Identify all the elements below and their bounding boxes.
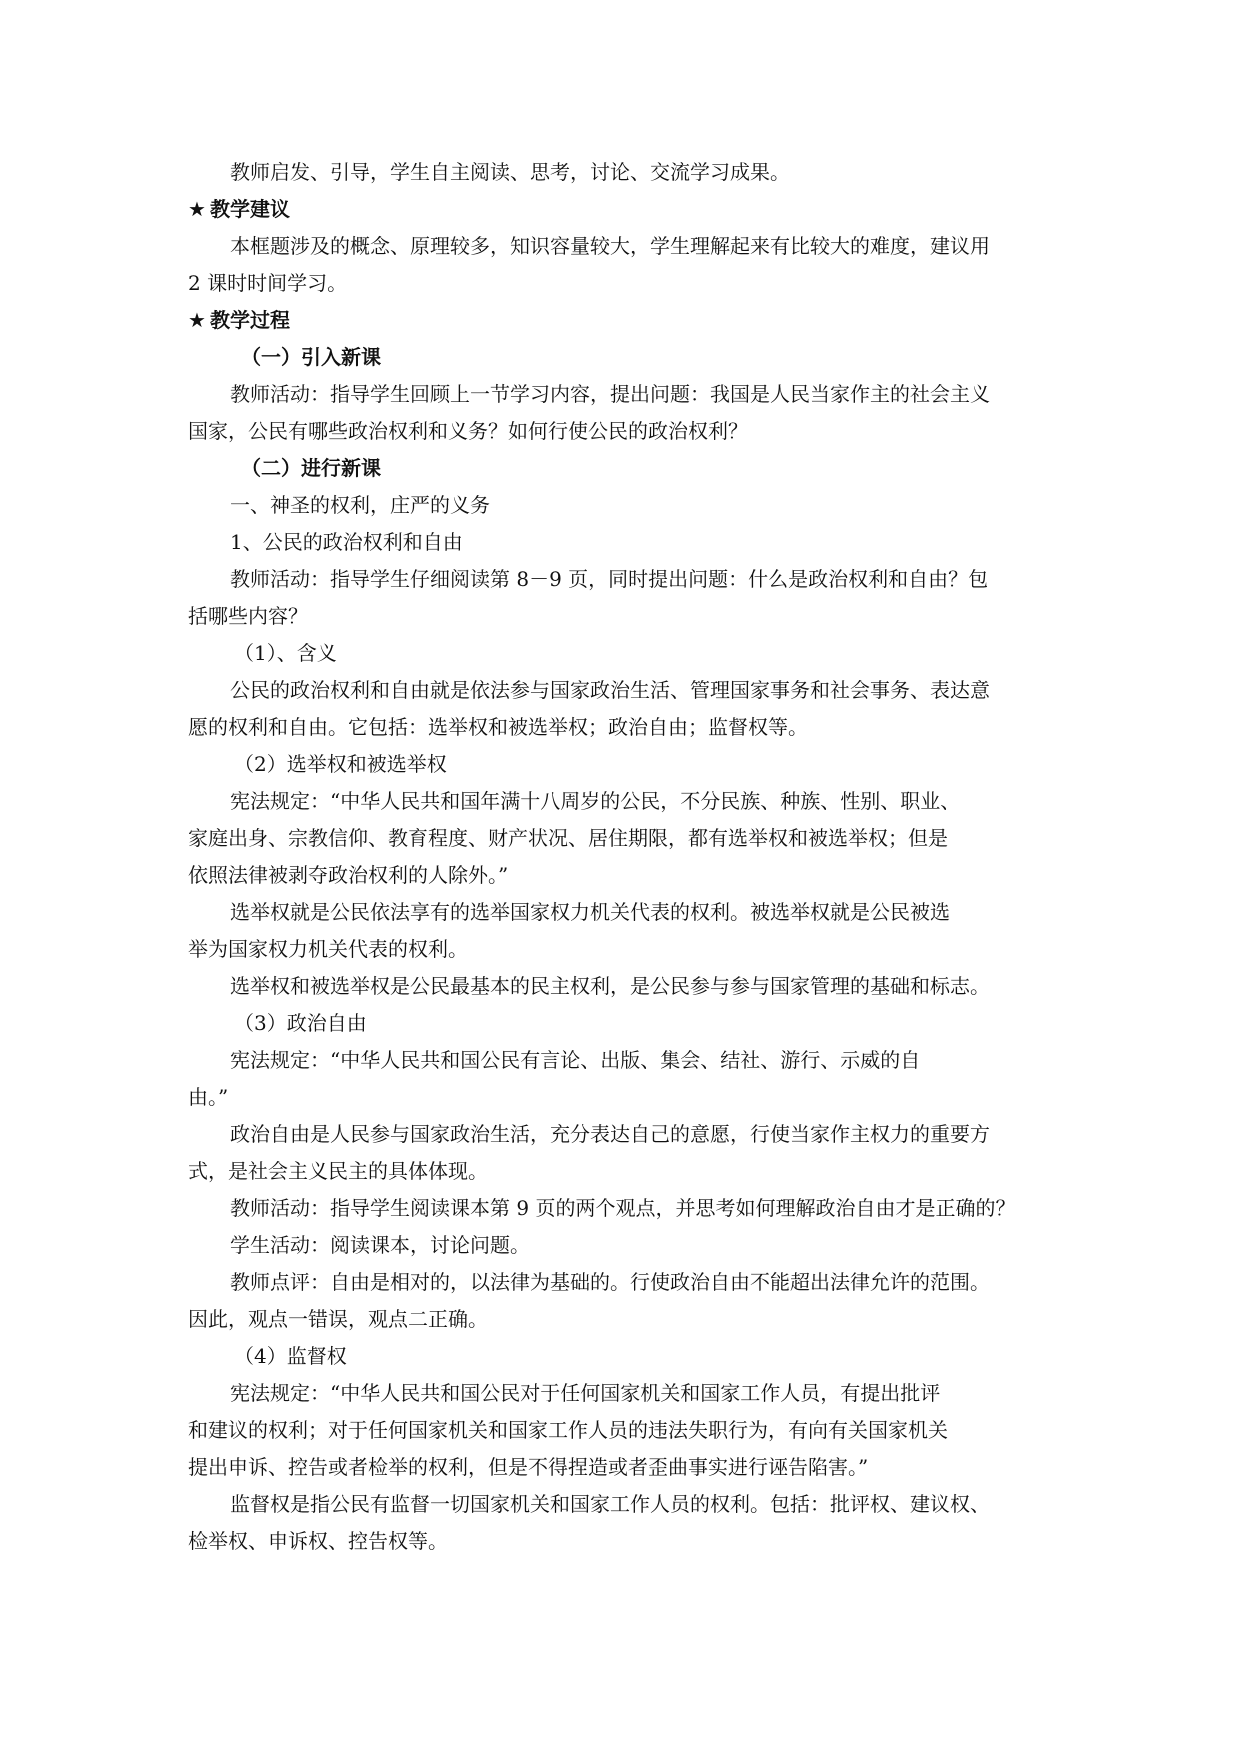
- paragraph-line: 教师活动：指导学生回顾上一节学习内容，提出问题：我国是人民当家作主的社会主义: [230, 382, 990, 406]
- paragraph-line: 教师活动：指导学生阅读课本第 9 页的两个观点，并思考如何理解政治自由才是正确的？: [230, 1196, 1016, 1220]
- paragraph-line: 举为国家权力机关代表的权利。: [188, 937, 468, 961]
- paragraph-line: （1）、含义: [234, 641, 337, 665]
- paragraph-line: 本框题涉及的概念、原理较多，知识容量较大，学生理解起来有比较大的难度，建议用: [230, 234, 990, 258]
- document-body: [188, 154, 1058, 1560]
- paragraph-line: 一、神圣的权利，庄严的义务: [230, 493, 490, 517]
- paragraph-line: 政治自由是人民参与国家政治生活，充分表达自己的意愿，行使当家作主权力的重要方: [230, 1122, 990, 1146]
- paragraph-line: （4）监督权: [234, 1344, 347, 1368]
- paragraph-line: 国家，公民有哪些政治权利和义务？如何行使公民的政治权利？: [188, 419, 748, 443]
- paragraph-line: 因此，观点一错误，观点二正确。: [188, 1307, 488, 1331]
- subheading-intro: （一）引入新课: [241, 345, 381, 369]
- section-heading-teaching-suggestion: [188, 191, 1058, 228]
- star-icon: ★: [188, 308, 206, 332]
- paragraph-line: 和建议的权利；对于任何国家机关和国家工作人员的违法失职行为，有向有关国家机关: [188, 1418, 948, 1442]
- paragraph-line: （2）选举权和被选举权: [234, 752, 447, 776]
- paragraph-line: 教师启发、引导，学生自主阅读、思考，讨论、交流学习成果。: [230, 160, 790, 184]
- paragraph-line: 式，是社会主义民主的具体体现。: [188, 1159, 488, 1183]
- paragraph-line: 宪法规定：“中华人民共和国年满十八周岁的公民，不分民族、种族、性别、职业、: [230, 789, 961, 813]
- subheading-new-lesson: （二）进行新课: [241, 456, 381, 480]
- paragraph-line: （3）政治自由: [234, 1011, 367, 1035]
- paragraph-line: 选举权就是公民依法享有的选举国家权力机关代表的权利。被选举权就是公民被选: [230, 900, 950, 924]
- paragraph-line: 依照法律被剥夺政治权利的人除外。”: [188, 863, 509, 887]
- paragraph-line: 教师活动：指导学生仔细阅读第 8－9 页，同时提出问题：什么是政治权利和自由？包: [230, 567, 989, 591]
- paragraph-line: 家庭出身、宗教信仰、教育程度、财产状况、居住期限，都有选举权和被选举权；但是: [188, 826, 948, 850]
- paragraph-line: 选举权和被选举权是公民最基本的民主权利，是公民参与参与国家管理的基础和标志。: [230, 974, 990, 998]
- paragraph-line: 括哪些内容？: [188, 604, 308, 628]
- paragraph-line: 由。”: [188, 1085, 229, 1109]
- paragraph-line: 公民的政治权利和自由就是依法参与国家政治生活、管理国家事务和社会事务、表达意: [230, 678, 990, 702]
- section-heading-text: 教学过程: [210, 308, 290, 332]
- section-heading-text: 教学建议: [210, 197, 290, 221]
- paragraph-line: 教师点评：自由是相对的，以法律为基础的。行使政治自由不能超出法律允许的范围。: [230, 1270, 990, 1294]
- paragraph-line: 愿的权利和自由。它包括：选举权和被选举权；政治自由；监督权等。: [188, 715, 808, 739]
- paragraph-line: 提出申诉、控告或者检举的权利，但是不得捏造或者歪曲事实进行诬告陷害。”: [188, 1455, 869, 1479]
- paragraph-line: 检举权、申诉权、控告权等。: [188, 1529, 448, 1553]
- section-heading-teaching-process: [188, 302, 1058, 339]
- star-icon: ★: [188, 197, 206, 221]
- paragraph-line: 监督权是指公民有监督一切国家机关和国家工作人员的权利。包括：批评权、建议权、: [230, 1492, 990, 1516]
- paragraph-line: 宪法规定：“中华人民共和国公民有言论、出版、集会、结社、游行、示威的自: [230, 1048, 921, 1072]
- paragraph-line: 宪法规定：“中华人民共和国公民对于任何国家机关和国家工作人员，有提出批评: [230, 1381, 941, 1405]
- paragraph-line: 学生活动：阅读课本，讨论问题。: [230, 1233, 530, 1257]
- paragraph-line: 2 课时时间学习。: [188, 271, 348, 295]
- paragraph-line: 1、公民的政治权利和自由: [230, 530, 463, 554]
